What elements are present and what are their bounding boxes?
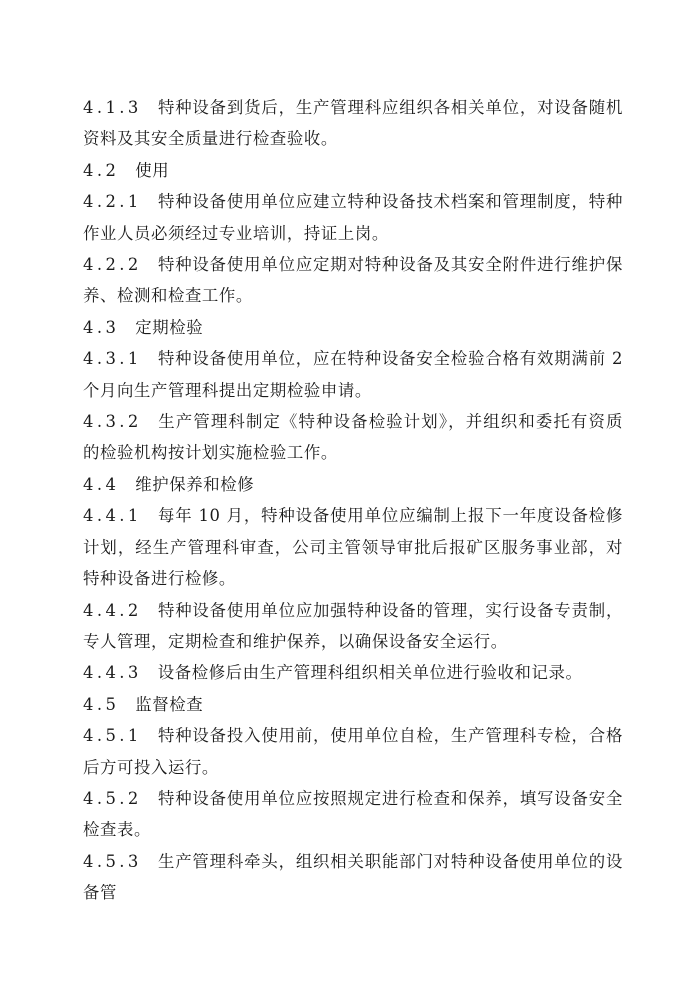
clause-4-3-2 [83, 406, 623, 469]
clause-number: 4.5.2 [83, 788, 142, 808]
section-4-2-heading [83, 155, 623, 186]
clause-text: 特种设备到货后，生产管理科应组织各相关单位，对设备随机资料及其安全质量进行检查验收。 [83, 98, 623, 149]
clause-number: 4.4 [83, 474, 120, 494]
clause-number: 4.5.3 [83, 851, 142, 871]
clause-number: 4.5.1 [83, 726, 142, 746]
clause-4-4-3 [83, 657, 623, 688]
clause-number: 4.2 [83, 160, 120, 180]
section-4-5-heading [83, 689, 623, 720]
clause-number: 4.3 [83, 317, 120, 337]
clause-number: 4.3.2 [83, 412, 142, 432]
clause-text: 设备检修后由生产管理科组织相关单位进行验收和记录。 [157, 663, 583, 683]
clause-4-5-3 [83, 846, 623, 909]
section-title: 维护保养和检修 [135, 474, 255, 494]
clause-text: 特种设备投入使用前，使用单位自检，生产管理科专检，合格后方可投入运行。 [83, 726, 623, 777]
clause-number: 4.4.1 [83, 506, 142, 526]
clause-4-3-1 [83, 343, 623, 406]
clause-4-1-3 [83, 92, 623, 155]
clause-4-4-2 [83, 595, 623, 658]
document-page [83, 92, 623, 909]
section-title: 定期检验 [135, 317, 204, 337]
clause-text: 特种设备使用单位应定期对特种设备及其安全附件进行维护保养、检测和检查工作。 [83, 255, 623, 306]
section-4-3-heading [83, 312, 623, 343]
clause-number: 4.2.1 [83, 192, 142, 212]
clause-number: 4.4.2 [83, 600, 142, 620]
section-4-4-heading [83, 469, 623, 500]
clause-4-2-1 [83, 186, 623, 249]
section-title: 监督检查 [135, 694, 204, 714]
clause-text: 特种设备使用单位应加强特种设备的管理，实行设备专责制，专人管理，定期检查和维护保养，以确保设备安全运行。 [83, 600, 623, 651]
clause-text: 特种设备使用单位应按照规定进行检查和保养，填写设备安全检查表。 [83, 788, 623, 840]
clause-number: 4.5 [83, 694, 120, 714]
section-title: 使用 [135, 160, 170, 180]
clause-number: 4.2.2 [83, 255, 142, 275]
clause-4-5-1 [83, 720, 623, 783]
clause-4-5-2 [83, 783, 623, 846]
clause-text: 生产管理科牵头，组织相关职能部门对特种设备使用单位的设备管 [83, 851, 623, 903]
clause-text: 特种设备使用单位，应在特种设备安全检验合格有效期满前 2 个月向生产管理科提出定期检验申请。 [83, 349, 623, 400]
clause-number: 4.4.3 [83, 663, 142, 683]
clause-text: 每年 10 月，特种设备使用单位应编制上报下一年度设备检修计划，经生产管理科审查，公司主管领导审批后报矿区服务事业部，对特种设备进行检修。 [83, 506, 623, 589]
clause-text: 生产管理科制定《特种设备检验计划》，并组织和委托有资质的检验机构按计划实施检验工作。 [83, 412, 623, 463]
clause-text: 特种设备使用单位应建立特种设备技术档案和管理制度，特种作业人员必须经过专业培训，持证上岗。 [83, 192, 623, 243]
clause-4-2-2 [83, 249, 623, 312]
clause-number: 4.3.1 [83, 349, 142, 369]
clause-4-4-1 [83, 500, 623, 594]
clause-number: 4.1.3 [83, 98, 142, 117]
